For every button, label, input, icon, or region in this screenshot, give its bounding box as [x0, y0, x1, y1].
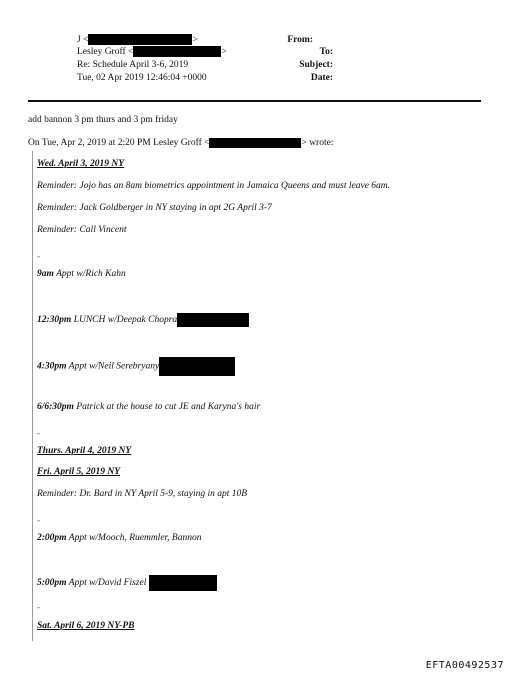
from-suffix: > — [192, 35, 198, 45]
appt-2-time: 12:30pm — [37, 315, 72, 326]
wed-reminder-2: Reminder: Jack Goldberger in NY staying in apt 2G April 3-7 — [37, 203, 272, 213]
document-id: EFTA00492537 — [425, 660, 504, 671]
sat-heading: Sat. April 6, 2019 NY-PB — [37, 621, 135, 631]
quote-intro — [28, 138, 333, 148]
appt-1 — [37, 269, 126, 279]
appt-5-text: Appt w/Mooch, Ruemmler, Bannon — [66, 533, 202, 543]
appt-4-time: 6/6:30pm — [37, 402, 74, 412]
quote-bar — [32, 151, 33, 641]
reply-text: add bannon 3 pm thurs and 3 pm friday — [28, 115, 178, 125]
to-label: To: — [319, 47, 333, 57]
subject-value: Re: Schedule April 3-6, 2019 — [77, 60, 189, 70]
appt-1-time: 9am — [37, 269, 54, 279]
redaction-box — [88, 34, 192, 45]
redaction-box — [149, 575, 217, 591]
appt-6-time: 5:00pm — [37, 578, 67, 589]
redaction-box — [159, 357, 235, 376]
appt-3 — [37, 357, 235, 376]
from-label: From: — [287, 35, 313, 45]
redaction-box — [209, 138, 301, 148]
redaction-box — [177, 313, 249, 327]
separator-dash: - — [37, 602, 40, 612]
from-value — [77, 34, 198, 46]
appt-1-text: Appt w/Rich Kahn — [53, 269, 126, 279]
appt-4-text: Patrick at the house to cut JE and Karyna's hair — [73, 402, 261, 412]
wed-reminder-3: Reminder: Call Vincent — [37, 225, 127, 235]
redaction-box — [133, 46, 221, 57]
quote-intro-suffix: > wrote: — [301, 138, 334, 149]
wed-heading: Wed. April 3, 2019 NY — [37, 159, 125, 169]
appt-3-time: 4:30pm — [37, 361, 67, 372]
appt-3-text: Appt w/Neil Serebryany — [66, 361, 160, 372]
appt-6-text: Appt w/David Fiszel — [66, 578, 147, 589]
date-label: Date: — [310, 73, 333, 83]
quote-intro-text: On Tue, Apr 2, 2019 at 2:20 PM Lesley Groff < — [28, 138, 210, 149]
thu-heading: Thurs. April 4, 2019 NY — [37, 446, 132, 456]
appt-6 — [37, 575, 217, 591]
fri-reminder: Reminder: Dr. Bard in NY April 5-9, staying in apt 10B — [37, 489, 248, 499]
appt-2 — [37, 313, 249, 327]
to-value — [77, 46, 227, 58]
date-value: Tue, 02 Apr 2019 12:46:04 +0000 — [77, 73, 207, 83]
to-suffix: > — [221, 47, 227, 57]
header-divider — [28, 100, 481, 102]
from-name: J < — [77, 35, 89, 45]
appt-2-text: LUNCH w/Deepak Chopra — [71, 315, 178, 326]
subject-label: Subject: — [299, 60, 333, 70]
fri-heading: Fri. April 5, 2019 NY — [37, 467, 121, 477]
wed-reminder-1: Reminder: Jojo has an 8am biometrics appointment in Jamaica Queens and must leave 6am. — [37, 181, 391, 191]
appt-4 — [37, 402, 260, 412]
to-name: Lesley Groff < — [77, 47, 134, 57]
separator-dash: - — [37, 428, 40, 438]
separator-dash: - — [37, 515, 40, 525]
separator-dash: - — [37, 251, 40, 261]
appt-5-time: 2:00pm — [37, 533, 67, 543]
appt-5 — [37, 533, 201, 543]
